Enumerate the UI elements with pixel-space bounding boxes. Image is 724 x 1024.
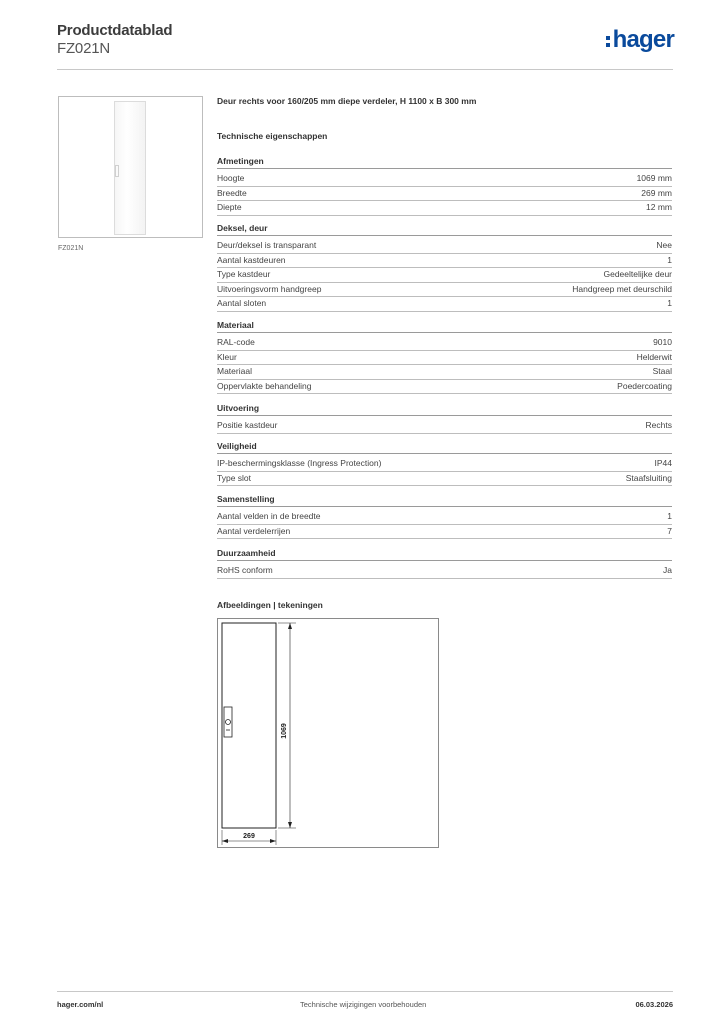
property-value: Gedeeltelijke deur <box>603 269 672 280</box>
property-label: Oppervlakte behandeling <box>217 380 312 391</box>
property-label: Type slot <box>217 472 252 483</box>
property-value: Poedercoating <box>617 380 672 391</box>
section-title: Deksel, deur <box>217 223 672 236</box>
product-thumbnail <box>58 96 203 238</box>
property-row <box>217 510 672 525</box>
thumbnail-caption: FZ021N <box>58 245 84 252</box>
property-row <box>217 564 672 579</box>
property-value: Staafsluiting <box>625 472 672 483</box>
property-row <box>217 239 672 254</box>
section-title: Veiligheid <box>217 441 672 454</box>
property-label: Breedte <box>217 187 247 198</box>
property-label: IP-beschermingsklasse (Ingress Protection) <box>217 458 382 468</box>
property-label: Aantal kastdeuren <box>217 254 286 265</box>
property-value: 12 mm <box>646 202 672 213</box>
section-title: Afmetingen <box>217 156 672 169</box>
width-dimension-label: 269 <box>243 833 255 840</box>
property-value: Ja <box>663 565 672 575</box>
property-value: Handgreep met deurschild <box>572 283 672 294</box>
property-row <box>217 268 672 283</box>
property-label: Uitvoeringsvorm handgreep <box>217 283 322 294</box>
property-row <box>217 351 672 366</box>
property-row <box>217 380 672 395</box>
property-row <box>217 336 672 351</box>
section-title: Uitvoering <box>217 403 672 416</box>
property-label: RoHS conform <box>217 565 273 575</box>
property-row <box>217 187 672 202</box>
header-divider <box>57 69 673 70</box>
property-label: Aantal velden in de breedte <box>217 511 321 521</box>
logo-text: hager <box>612 26 674 53</box>
property-value: Helderwit <box>636 351 672 362</box>
page-title: Productdatablad <box>57 22 173 39</box>
property-label: Deur/deksel is transparant <box>217 240 317 250</box>
property-label: Positie kastdeur <box>217 420 278 430</box>
logo-dots-icon <box>606 36 610 47</box>
property-value: IP44 <box>654 458 672 468</box>
property-label: RAL-code <box>217 337 255 347</box>
property-label: Aantal verdelerrijen <box>217 525 291 536</box>
product-description: Deur rechts voor 160/205 mm diepe verdeler, H 1100 x B 300 mm <box>217 96 477 106</box>
footer-disclaimer: Technische wijzigingen voorbehouden <box>300 1000 427 1009</box>
property-label: Hoogte <box>217 173 245 183</box>
property-label: Materiaal <box>217 366 252 377</box>
property-row <box>217 419 672 434</box>
section-title: Materiaal <box>217 320 672 333</box>
property-label: Type kastdeur <box>217 269 271 280</box>
property-label: Kleur <box>217 351 237 362</box>
height-dimension-label: 1069 <box>281 723 288 739</box>
footer-divider <box>57 991 673 992</box>
section-title: Samenstelling <box>217 494 672 507</box>
drawing-svg <box>218 619 440 849</box>
property-row <box>217 365 672 380</box>
property-value: 1 <box>667 298 672 309</box>
property-row <box>217 525 672 540</box>
property-row <box>217 297 672 312</box>
property-value: 7 <box>667 525 672 536</box>
property-value: 9010 <box>653 337 672 347</box>
door-handle-image <box>115 165 119 177</box>
property-value: 1 <box>667 254 672 265</box>
property-label: Aantal sloten <box>217 298 267 309</box>
section-title: Duurzaamheid <box>217 548 672 561</box>
property-value: Nee <box>656 240 672 250</box>
property-row <box>217 472 672 487</box>
property-value: Staal <box>652 366 672 377</box>
property-row <box>217 283 672 298</box>
tech-properties-title: Technische eigenschappen <box>217 131 328 141</box>
property-value: 1 <box>667 511 672 521</box>
door-outline <box>222 623 276 828</box>
footer-date: 06.03.2026 <box>635 1000 673 1009</box>
property-row <box>217 457 672 472</box>
property-value: Rechts <box>645 420 672 430</box>
lock-icon <box>226 720 231 725</box>
property-label: Diepte <box>217 202 242 213</box>
property-row <box>217 172 672 187</box>
drawings-title: Afbeeldingen | tekeningen <box>217 600 323 610</box>
technical-drawing <box>217 618 439 848</box>
hager-logo <box>606 26 674 54</box>
property-row <box>217 254 672 269</box>
property-row <box>217 201 672 216</box>
product-code: FZ021N <box>57 40 110 57</box>
footer-website[interactable]: hager.com/nl <box>57 1000 104 1009</box>
property-value: 269 mm <box>641 187 672 198</box>
property-value: 1069 mm <box>636 173 672 183</box>
